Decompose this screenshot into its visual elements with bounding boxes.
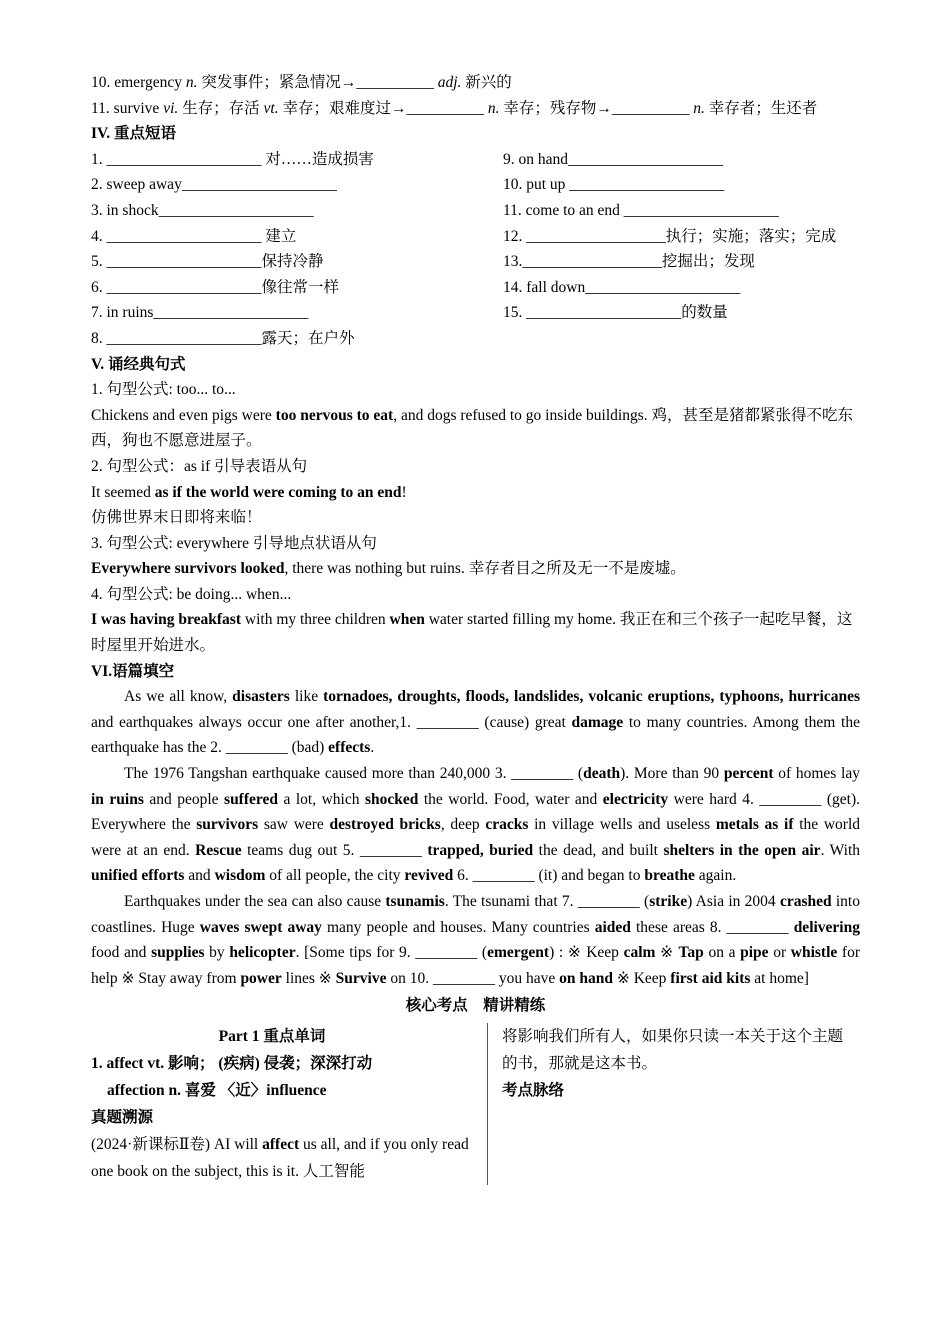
keyword: metals as if [715,816,794,834]
phrase-item: 1. ____________________ 对……造成损害 [91,150,374,168]
passage-text: Earthquakes under the sea can also cause [124,893,386,910]
phrases-left-column [91,147,503,352]
word-derivative: affection n. 喜爱 〈近〉influence [107,1081,327,1099]
keyword: crashed [779,893,832,910]
worksheet-page [91,70,860,1185]
keyword: Tap [678,944,704,962]
keyword: supplies [151,944,205,962]
phrase-item: 9. on hand____________________ [503,150,724,168]
passage-text: were hard 4. ________ (get). Everywhere the [91,790,860,834]
sentence-example: It seemed as if the world were coming to an end! [91,483,407,501]
passage-text: a lot, which [278,790,365,808]
passage-text: . [370,739,375,757]
passage-text: 6. ________ (it) and began to [453,867,645,885]
sentences-title: V. 诵经典句式 [91,355,186,373]
passage-text: . With [820,841,861,859]
passage-text: teams dug out 5. ________ [241,841,428,859]
keyword: breathe [644,867,695,885]
core-heading: 核心考点 精讲精练 [405,997,546,1015]
passage-text: . [Some tips for 9. ________ ( [295,944,488,962]
passage-text: or [768,944,791,962]
passage-text: these areas 8. ________ [630,918,794,936]
keyword: aided [594,918,631,936]
passage-text: The 1976 Tangshan earthquake caused more than 240,000 3. ________ ( [124,765,584,783]
keyword: destroyed bricks [329,816,441,834]
phrase-item: 2. sweep away____________________ [91,176,337,194]
keyword: emergent [487,944,550,962]
passage-text: food and [91,944,152,962]
passage-text: like [289,688,324,706]
keyword: pipe [740,944,769,962]
phrase-item: 13.__________________挖掘出；发现 [503,253,755,271]
keyword: strike [649,893,688,910]
sentence-formula: 3. 句型公式: everywhere 引导地点状语从句 [91,534,377,552]
keyword: suffered [224,790,278,808]
keyword: disasters [232,688,290,706]
passage-text: lines ※ [281,969,336,987]
phrase-item: 7. in ruins____________________ [91,304,309,322]
passage-text: at home] [750,969,809,987]
keyword: survivors [196,816,259,834]
keyword: shelters in the open air [663,841,821,859]
column-divider [487,1023,488,1185]
keyword: tornadoes, droughts, floods, landslides, volcanic eruptions, typhoons, hurricanes [323,688,860,706]
passage-text: and [184,867,215,885]
keyword: trapped, buried [427,841,534,859]
phrase-item: 6. ____________________像往常一样 [91,278,340,296]
keyword: power [240,969,282,987]
passage-text: ). More than 90 [620,765,724,783]
keyword: revived [404,867,454,885]
passage-text: saw were [258,816,330,834]
passage-text: ) : ※ Keep [549,944,624,962]
phrase-item: 10. put up ____________________ [503,176,725,194]
source-translation: 将影响我们所有人，如果你只读一本关于这个主题的书，那就是这本书。 [502,1027,844,1072]
passage-text: the world. Food, water and [418,790,603,808]
sentence-formula: 2. 句型公式：as if 引导表语从句 [91,457,308,475]
passage-text: of homes lay [773,765,860,783]
passage-text: on a [703,944,741,962]
keyword: unified efforts [91,867,185,885]
passage-text: the dead, and built [533,841,664,859]
keyword: electricity [602,790,669,808]
keyword: delivering [793,918,860,936]
sentence-formula: 4. 句型公式: be doing... when... [91,585,292,603]
passage-text: again. [694,867,737,885]
keyword: effects [328,739,371,757]
sentence-formula: 1. 句型公式: too... to... [91,381,236,399]
passage-text: into coastlines. Huge [91,893,860,936]
passage-text: in village wells and useless [528,816,716,834]
passage-text: on 10. ________ you have [386,969,560,987]
phrase-item: 5. ____________________保持冷静 [91,253,324,271]
keyword: percent [723,765,774,783]
phrases-grid [91,147,860,352]
passage-text: , deep [440,816,486,834]
passage-text: and earthquakes always occur one after another,1. ________ (cause) great [91,713,572,731]
phrase-item: 8. ____________________露天；在户外 [91,329,355,347]
keyword: death [583,765,621,783]
passage-text: ※ Keep [612,969,671,987]
passage-text: many people and houses. Many countries [321,918,595,936]
keyword: tsunamis [385,893,445,910]
core-left-column [91,1023,487,1185]
sentence-translation: 仿佛世界末日即将来临！ [91,509,262,527]
passage-paragraph-3 [91,889,860,991]
keyword: wisdom [214,867,266,885]
keyword: on hand [559,969,613,987]
keyword: damage [571,713,624,731]
keyword: waves swept away [199,918,322,936]
phrase-item: 11. come to an end ____________________ [503,201,779,219]
keyword: shocked [364,790,419,808]
passage-text: to many countries. Among them the earthquake has the 2. ________ (bad) [91,713,860,757]
phrase-item: 4. ____________________ 建立 [91,227,297,245]
passage-text: ) Asia in 2004 [687,893,780,910]
passage-text: for help ※ Stay away from [91,944,861,987]
phrase-item: 15. ____________________的数量 [503,304,728,322]
phrase-item: 12. __________________执行；实施；落实；完成 [503,227,837,245]
passage-text: of all people, the city [265,867,405,885]
passage-text: ※ [655,944,679,962]
passage-title: VI.语篇填空 [91,662,175,680]
sentence-example: Everywhere survivors looked, there was nothing but ruins. 幸存者目之所及无一不是废墟。 [91,560,686,578]
passage-text: the world were at an end. [91,816,860,859]
keyword: Rescue [195,841,242,859]
keyword: first aid kits [670,969,751,987]
part-title: Part 1 重点单词 [218,1027,326,1045]
sentence-example: Chickens and even pigs were too nervous to eat, and dogs refused to go inside buildings. 鸡，甚至是猪都紧张得不吃东西，狗也不愿意进屋子。 [91,406,853,450]
phrase-item: 14. fall down____________________ [503,278,741,296]
keyword: Survive [335,969,387,987]
vocab-item-10: 10. emergency n. 突发事件；紧急情况→__________ adj. 新兴的 [91,74,512,91]
sentence-example: I was having breakfast with my three children when water started filling my home. 我正在和三个孩子一起吃早餐，这时屋里开始进水。 [91,611,853,655]
passage-paragraph-2 [91,761,860,889]
passage-text: by [204,944,230,962]
source-example: (2024·新课标Ⅱ卷) AI will affect us all, and if you only read one book on the subject, this is it. 人工智能 [91,1135,469,1180]
word-entry: 1. affect vt. 影响； (疾病) 侵袭；深深打动 [91,1054,373,1072]
source-title: 真题溯源 [91,1108,154,1126]
phrase-item: 3. in shock____________________ [91,201,314,219]
phrases-title: IV. 重点短语 [91,125,176,143]
vocab-item-11: 11. survive vi. 生存；存活 vt. 幸存；艰难度过→__________ n. 幸存；残存物→__________ n. 幸存者；生还者 [91,99,818,117]
keyword: helicopter [229,944,296,962]
keyword: calm [623,944,656,962]
keyword: whistle [790,944,838,962]
keyword: cracks [485,816,529,834]
passage-text: . The tsunami that 7. ________ ( [444,893,650,910]
core-two-column [91,1023,860,1185]
passage-text: As we all know, [124,688,233,706]
passage-text: and people [143,790,225,808]
context-title: 考点脉络 [502,1081,565,1099]
passage-paragraph-1 [91,684,860,761]
core-right-column [502,1023,858,1185]
keyword: in ruins [91,790,144,808]
phrases-right-column [503,147,860,352]
